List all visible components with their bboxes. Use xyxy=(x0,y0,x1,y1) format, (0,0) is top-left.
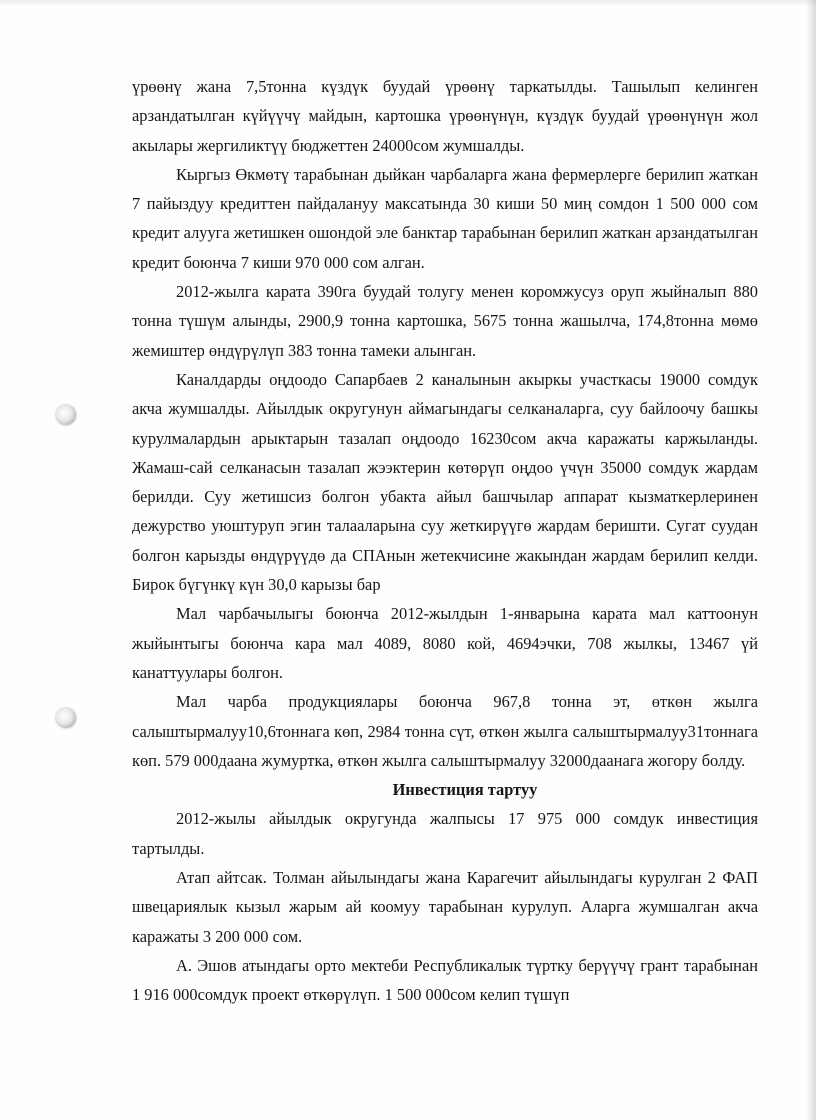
paragraph-livestock-products: Мал чарба продукциялары боюнча 967,8 тонна эт, өткөн жылга салыштырмалуу10,6тоннага көп, 2984 тонна сүт, өткөн жылга салыштырмалуу31тоннага көп. 579 000даана жумуртка, өткөн жылга салыштырмалуу 32000даанага жогору болду. xyxy=(132,692,758,770)
document-body xyxy=(132,72,758,1010)
punch-hole-upper xyxy=(56,405,76,425)
page-right-edge-shadow xyxy=(806,0,816,1120)
paragraph-harvest: 2012-жылга карата 390га буудай толугу менен коромжусуз оруп жыйналып 880 тонна түшүм алынды, 2900,9 тонна картошка, 5675 тонна жашылча, 174,8тонна мөмө жемиштер өндүрүлүп 383 тонна тамеки алынган. xyxy=(132,282,758,360)
paragraph-fap-construction: Атап айтсак. Толман айылындагы жана Карагечит айылындагы курулган 2 ФАП швецариялык кызыл жарым ай коомуу тарабынан курулуп. Аларга жумшалган акча каражаты 3 200 000 сом. xyxy=(132,868,758,946)
paragraph-livestock: Мал чарбачылыгы боюнча 2012-жылдын 1-январына карата мал каттоонун жыйынтыгы боюнча кара мал 4089, 8080 кой, 4694эчки, 708 жылкы, 13467 үй канаттуулары болгон. xyxy=(132,604,758,682)
paragraph-school-grant: А. Эшов атындагы орто мектеби Республикалык түртку берүүчү грант тарабынан 1 916 000сомдук проект өткөрүлүп. 1 500 000сом келип түшүп xyxy=(132,955,758,1005)
page-top-edge xyxy=(0,0,816,6)
paragraph-seed-costs: үрөөнү жана 7,5тонна күздүк буудай үрөөнү таркатылды. Ташылып келинген арзандатылган күйүүчү майдын, картошка үрөөнүнүн, күздүк буудай үрөөнүнүн жол акылары жергиликтүү бюджеттен 24000сом жумшалды. xyxy=(132,77,758,155)
paragraph-investment-total: 2012-жылы айылдык округунда жалпысы 17 975 000 сомдук инвестиция тартылды. xyxy=(132,809,758,858)
paragraph-credits: Кыргыз Өкмөтү тарабынан дыйкан чарбаларга жана фермерлерге берилип жаткан 7 пайыздуу кредиттен пайдалануу максатында 30 киши 50 миң сомдон 1 500 000 сом кредит алууга жетишкен ошондой эле банктар тарабынан берилип жаткан арзандатылган кредит боюнча 7 киши 970 000 сом алган. xyxy=(132,164,758,272)
punch-hole-lower xyxy=(56,708,76,728)
section-heading-investment: Инвестиция тартуу xyxy=(392,780,538,800)
paragraph-canals: Каналдарды оңдоодо Сапарбаев 2 каналынын акыркы участкасы 19000 сомдук акча жумшалды. Айылдык округунун аймагындагы селканаларга, суу байлоочу башкы курулмалардын арыктарын тазалап оңдоодо 16230сом акча каражаты каржыланды. Жамаш-сай селканасын тазалап жээктерин көтөрүп оңдоо үчүн 35000 сомдук жардам берилди. Суу жетишсиз болгон убакта айыл башчылар аппарат кызматкерлеринен дежурство уюштуруп эгин талааларына суу жеткирүүгө жардам беришти. Сугат суудан болгон карызды өндүрүүдө да СПАнын жетекчисине жакындан жардам берилип келди. Бирок бүгүнкү күн 30,0 карызы бар xyxy=(132,369,758,595)
